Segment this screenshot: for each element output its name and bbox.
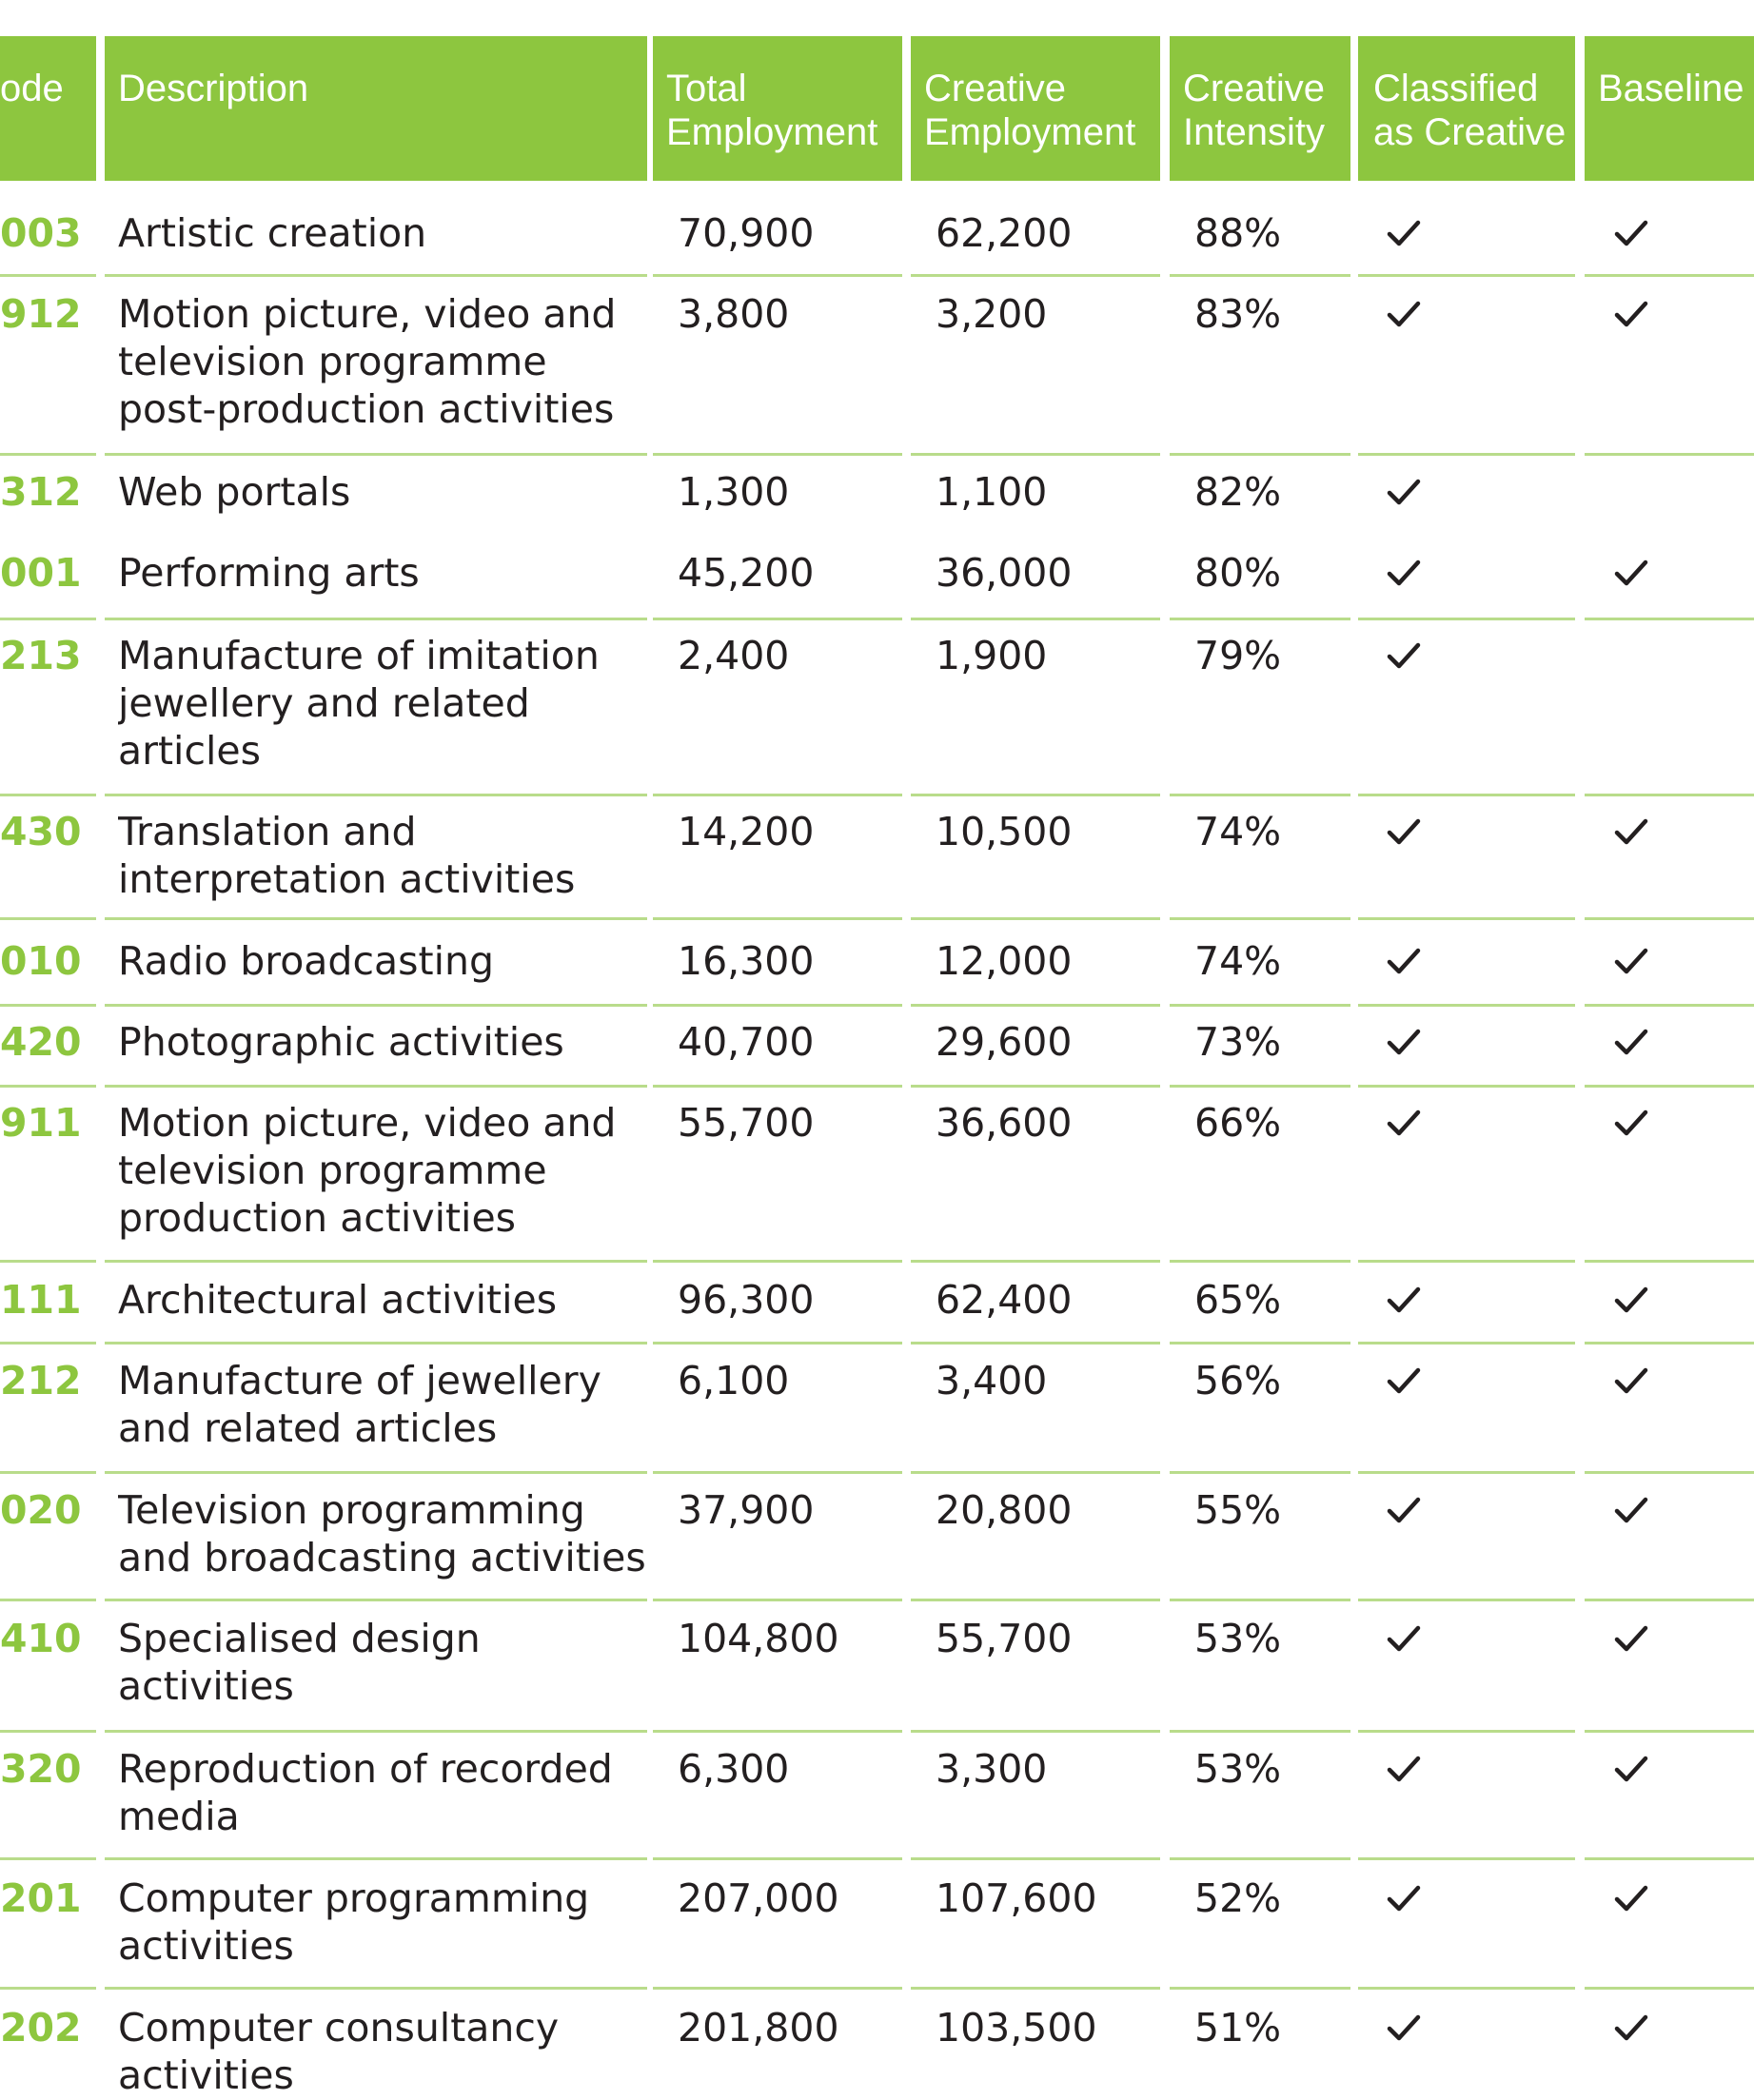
- row-total-employment: 16,300: [678, 938, 815, 984]
- row-description: [118, 1486, 647, 1581]
- row-code: 010: [0, 938, 82, 984]
- row-divider: [105, 1085, 647, 1088]
- row-creative-employment: 62,400: [936, 1277, 1073, 1323]
- row-description: [118, 937, 647, 985]
- row-description-line: production activities: [118, 1195, 517, 1241]
- classified-check-icon: [1386, 638, 1422, 674]
- row-description-line: Reproduction of recorded: [118, 1746, 613, 1792]
- row-description: [118, 290, 647, 433]
- row-divider: [653, 794, 902, 796]
- row-divider: [0, 794, 96, 796]
- row-code: 912: [0, 291, 82, 337]
- row-description-line: articles: [118, 728, 261, 774]
- row-divider: [911, 1342, 1160, 1344]
- row-total-employment: 96,300: [678, 1277, 815, 1323]
- row-divider: [1170, 1260, 1350, 1263]
- row-divider: [653, 1342, 902, 1344]
- row-divider: [0, 1260, 96, 1263]
- row-description-line: Radio broadcasting: [118, 938, 494, 984]
- row-divider: [1358, 917, 1575, 920]
- row-code: 212: [0, 1358, 82, 1403]
- row-creative-intensity: 51%: [1194, 2005, 1282, 2051]
- row-divider: [1358, 1342, 1575, 1344]
- row-creative-employment: 10,500: [936, 809, 1073, 854]
- row-creative-employment: 1,900: [936, 633, 1048, 678]
- row-description: [118, 1099, 647, 1242]
- classified-check-icon: [1386, 1363, 1422, 1399]
- row-code: 020: [0, 1487, 82, 1533]
- row-divider: [653, 1260, 902, 1263]
- row-divider: [0, 1730, 96, 1733]
- row-divider: [911, 1730, 1160, 1733]
- row-description: [118, 808, 647, 903]
- row-code: 111: [0, 1277, 82, 1323]
- row-description-line: Television programming: [118, 1487, 585, 1533]
- row-description-line: Computer consultancy: [118, 2005, 560, 2051]
- baseline-check-icon: [1613, 1751, 1649, 1787]
- row-divider: [105, 917, 647, 920]
- row-total-employment: 104,800: [678, 1616, 839, 1661]
- row-creative-intensity: 52%: [1194, 1875, 1282, 1921]
- row-creative-employment: 3,200: [936, 291, 1048, 337]
- row-divider: [1585, 1260, 1754, 1263]
- row-divider: [1358, 1730, 1575, 1733]
- row-divider: [105, 1599, 647, 1601]
- row-divider: [1170, 274, 1350, 277]
- header-total-line1: Total: [666, 68, 747, 109]
- row-divider: [1358, 618, 1575, 620]
- header-classified-as-creative: [1358, 36, 1575, 181]
- row-divider: [911, 1085, 1160, 1088]
- row-description: [118, 549, 647, 597]
- row-description-line: Artistic creation: [118, 210, 427, 256]
- row-divider: [653, 1471, 902, 1474]
- row-total-employment: 14,200: [678, 809, 815, 854]
- row-divider: [1358, 1857, 1575, 1860]
- row-description: [118, 632, 647, 775]
- row-description: [118, 209, 647, 257]
- row-divider: [911, 1004, 1160, 1007]
- row-description-line: Manufacture of jewellery: [118, 1358, 601, 1403]
- row-divider: [0, 1987, 96, 1990]
- row-divider: [911, 1260, 1160, 1263]
- row-divider: [105, 453, 647, 456]
- row-creative-intensity: 65%: [1194, 1277, 1282, 1323]
- baseline-check-icon: [1613, 943, 1649, 979]
- row-divider: [1170, 618, 1350, 620]
- row-description-line: Translation and: [118, 809, 417, 854]
- row-creative-intensity: 82%: [1194, 469, 1282, 515]
- baseline-check-icon: [1613, 1620, 1649, 1657]
- row-creative-employment: 107,600: [936, 1875, 1097, 1921]
- row-creative-employment: 55,700: [936, 1616, 1073, 1661]
- row-description: [118, 1018, 647, 1066]
- row-divider: [1170, 1471, 1350, 1474]
- row-divider: [1170, 1085, 1350, 1088]
- baseline-check-icon: [1613, 1880, 1649, 1916]
- row-divider: [911, 274, 1160, 277]
- row-divider: [105, 1471, 647, 1474]
- row-creative-intensity: 79%: [1194, 633, 1282, 678]
- row-description: [118, 1357, 647, 1452]
- row-divider: [1585, 1599, 1754, 1601]
- row-divider: [1585, 917, 1754, 920]
- header-description: [105, 36, 647, 181]
- classified-check-icon: [1386, 2010, 1422, 2046]
- row-divider: [105, 1730, 647, 1733]
- classified-check-icon: [1386, 1751, 1422, 1787]
- classified-check-icon: [1386, 215, 1422, 251]
- row-description-line: Photographic activities: [118, 1019, 564, 1065]
- header-total-employment: [653, 36, 902, 181]
- classified-check-icon: [1386, 1620, 1422, 1657]
- row-total-employment: 45,200: [678, 550, 815, 596]
- baseline-check-icon: [1613, 1363, 1649, 1399]
- row-creative-intensity: 55%: [1194, 1487, 1282, 1533]
- row-divider: [1170, 453, 1350, 456]
- row-divider: [0, 1599, 96, 1601]
- row-divider: [1585, 1004, 1754, 1007]
- header-intensity-line2: Intensity: [1183, 111, 1325, 153]
- row-divider: [105, 1342, 647, 1344]
- row-code: 201: [0, 1875, 82, 1921]
- row-code: 410: [0, 1616, 82, 1661]
- row-creative-intensity: 74%: [1194, 938, 1282, 984]
- header-creative-employment: [911, 36, 1160, 181]
- row-divider: [1358, 1987, 1575, 1990]
- row-total-employment: 37,900: [678, 1487, 815, 1533]
- row-creative-intensity: 88%: [1194, 210, 1282, 256]
- row-divider: [0, 618, 96, 620]
- row-divider: [911, 453, 1160, 456]
- header-total-line2: Employment: [666, 111, 878, 153]
- classified-check-icon: [1386, 555, 1422, 591]
- row-creative-employment: 103,500: [936, 2005, 1097, 2051]
- row-total-employment: 1,300: [678, 469, 790, 515]
- row-code: 911: [0, 1100, 82, 1146]
- baseline-check-icon: [1613, 555, 1649, 591]
- row-divider: [911, 1987, 1160, 1990]
- row-divider: [911, 1599, 1160, 1601]
- row-creative-intensity: 56%: [1194, 1358, 1282, 1403]
- header-creative-line2: Employment: [924, 111, 1136, 153]
- row-divider: [1358, 1085, 1575, 1088]
- row-total-employment: 201,800: [678, 2005, 839, 2051]
- classified-check-icon: [1386, 814, 1422, 850]
- row-code: 420: [0, 1019, 82, 1065]
- row-divider: [0, 453, 96, 456]
- row-divider: [653, 1004, 902, 1007]
- row-divider: [0, 1085, 96, 1088]
- row-description-line: interpretation activities: [118, 856, 576, 902]
- baseline-check-icon: [1613, 2010, 1649, 2046]
- row-divider: [1358, 274, 1575, 277]
- row-divider: [0, 917, 96, 920]
- row-creative-intensity: 83%: [1194, 291, 1282, 337]
- row-code: 001: [0, 550, 82, 596]
- row-total-employment: 70,900: [678, 210, 815, 256]
- row-creative-intensity: 73%: [1194, 1019, 1282, 1065]
- baseline-check-icon: [1613, 1105, 1649, 1141]
- row-total-employment: 3,800: [678, 291, 790, 337]
- row-description-line: jewellery and related: [118, 680, 530, 726]
- row-divider: [1170, 1987, 1350, 1990]
- baseline-check-icon: [1613, 1024, 1649, 1060]
- row-code: 320: [0, 1746, 82, 1792]
- row-divider: [653, 618, 902, 620]
- row-description-line: television programme: [118, 1148, 547, 1193]
- row-divider: [653, 1857, 902, 1860]
- row-divider: [105, 1857, 647, 1860]
- row-divider: [1585, 453, 1754, 456]
- row-divider: [911, 1857, 1160, 1860]
- row-description-line: media: [118, 1794, 240, 1839]
- baseline-check-icon: [1613, 1492, 1649, 1528]
- row-divider: [105, 794, 647, 796]
- classified-check-icon: [1386, 1024, 1422, 1060]
- row-divider: [0, 1342, 96, 1344]
- row-code: 430: [0, 809, 82, 854]
- baseline-check-icon: [1613, 1282, 1649, 1318]
- header-classified-line2: as Creative: [1373, 111, 1567, 153]
- row-creative-employment: 62,200: [936, 210, 1073, 256]
- row-divider: [1358, 453, 1575, 456]
- row-description-line: Motion picture, video and: [118, 1100, 617, 1146]
- row-description-line: Motion picture, video and: [118, 291, 617, 337]
- row-creative-employment: 36,600: [936, 1100, 1073, 1146]
- row-description-line: television programme: [118, 339, 547, 384]
- row-divider: [1358, 794, 1575, 796]
- row-divider: [911, 618, 1160, 620]
- row-divider: [105, 1260, 647, 1263]
- row-divider: [911, 1471, 1160, 1474]
- row-description-line: activities: [118, 2052, 294, 2098]
- classified-check-icon: [1386, 1105, 1422, 1141]
- classified-check-icon: [1386, 474, 1422, 510]
- baseline-check-icon: [1613, 814, 1649, 850]
- classified-check-icon: [1386, 1282, 1422, 1318]
- classified-check-icon: [1386, 1880, 1422, 1916]
- header-creative-intensity: [1170, 36, 1350, 181]
- row-description-line: activities: [118, 1923, 294, 1969]
- row-divider: [653, 1599, 902, 1601]
- row-description-line: and broadcasting activities: [118, 1535, 646, 1580]
- row-divider: [1585, 618, 1754, 620]
- row-divider: [1170, 1599, 1350, 1601]
- header-code: [0, 36, 96, 181]
- row-divider: [1585, 1730, 1754, 1733]
- row-creative-employment: 20,800: [936, 1487, 1073, 1533]
- row-divider: [105, 618, 647, 620]
- row-divider: [653, 1085, 902, 1088]
- row-total-employment: 55,700: [678, 1100, 815, 1146]
- row-divider: [0, 274, 96, 277]
- row-description-line: Computer programming: [118, 1875, 590, 1921]
- row-total-employment: 40,700: [678, 1019, 815, 1065]
- row-divider: [1358, 1260, 1575, 1263]
- row-divider: [1358, 1004, 1575, 1007]
- header-intensity-line1: Creative: [1183, 68, 1325, 109]
- row-divider: [105, 1987, 647, 1990]
- row-creative-intensity: 80%: [1194, 550, 1282, 596]
- row-divider: [911, 917, 1160, 920]
- row-creative-employment: 3,400: [936, 1358, 1048, 1403]
- row-divider: [1585, 1987, 1754, 1990]
- row-description: [118, 1745, 647, 1840]
- header-baseline: [1585, 36, 1754, 181]
- row-creative-intensity: 53%: [1194, 1616, 1282, 1661]
- row-creative-employment: 29,600: [936, 1019, 1073, 1065]
- classified-check-icon: [1386, 296, 1422, 332]
- row-code: 312: [0, 469, 82, 515]
- row-creative-employment: 3,300: [936, 1746, 1048, 1792]
- row-code: 003: [0, 210, 82, 256]
- classified-check-icon: [1386, 1492, 1422, 1528]
- header-baseline-label: Baseline: [1598, 68, 1744, 109]
- row-description-line: and related articles: [118, 1405, 498, 1451]
- row-description-line: Performing arts: [118, 550, 420, 596]
- row-divider: [1170, 1004, 1350, 1007]
- row-description-line: post-production activities: [118, 386, 615, 432]
- header-creative-line1: Creative: [924, 68, 1066, 109]
- row-description: [118, 2004, 647, 2099]
- row-divider: [1585, 1342, 1754, 1344]
- row-divider: [1585, 1471, 1754, 1474]
- header-description-label: Description: [118, 68, 309, 109]
- row-divider: [1358, 1471, 1575, 1474]
- row-description: [118, 1874, 647, 1970]
- baseline-check-icon: [1613, 296, 1649, 332]
- row-divider: [653, 1987, 902, 1990]
- row-total-employment: 2,400: [678, 633, 790, 678]
- row-creative-intensity: 53%: [1194, 1746, 1282, 1792]
- baseline-check-icon: [1613, 215, 1649, 251]
- classified-check-icon: [1386, 943, 1422, 979]
- row-description: [118, 468, 647, 516]
- header-classified-line1: Classified: [1373, 68, 1539, 109]
- row-divider: [1585, 274, 1754, 277]
- row-divider: [0, 1004, 96, 1007]
- row-description-line: Web portals: [118, 469, 351, 515]
- row-divider: [0, 1857, 96, 1860]
- row-divider: [1585, 1857, 1754, 1860]
- row-divider: [0, 1471, 96, 1474]
- row-creative-intensity: 66%: [1194, 1100, 1282, 1146]
- row-creative-employment: 36,000: [936, 550, 1073, 596]
- row-divider: [1170, 917, 1350, 920]
- row-divider: [1170, 1342, 1350, 1344]
- row-creative-employment: 1,100: [936, 469, 1048, 515]
- row-divider: [1170, 1857, 1350, 1860]
- row-creative-employment: 12,000: [936, 938, 1073, 984]
- row-description-line: Specialised design: [118, 1616, 481, 1661]
- row-description-line: Manufacture of imitation: [118, 633, 600, 678]
- row-total-employment: 6,300: [678, 1746, 790, 1792]
- row-divider: [1585, 1085, 1754, 1088]
- row-description-line: activities: [118, 1663, 294, 1709]
- row-divider: [1170, 794, 1350, 796]
- row-divider: [105, 274, 647, 277]
- row-code: 213: [0, 633, 82, 678]
- row-total-employment: 6,100: [678, 1358, 790, 1403]
- row-divider: [105, 1004, 647, 1007]
- row-divider: [1170, 1730, 1350, 1733]
- row-divider: [1585, 794, 1754, 796]
- row-code: 202: [0, 2005, 82, 2051]
- row-divider: [653, 917, 902, 920]
- row-divider: [653, 1730, 902, 1733]
- row-description: [118, 1276, 647, 1324]
- row-divider: [911, 794, 1160, 796]
- row-divider: [653, 453, 902, 456]
- header-code-label: ode: [0, 68, 64, 109]
- row-description: [118, 1615, 647, 1710]
- row-divider: [1358, 1599, 1575, 1601]
- row-description-line: Architectural activities: [118, 1277, 558, 1323]
- row-creative-intensity: 74%: [1194, 809, 1282, 854]
- row-total-employment: 207,000: [678, 1875, 839, 1921]
- row-divider: [653, 274, 902, 277]
